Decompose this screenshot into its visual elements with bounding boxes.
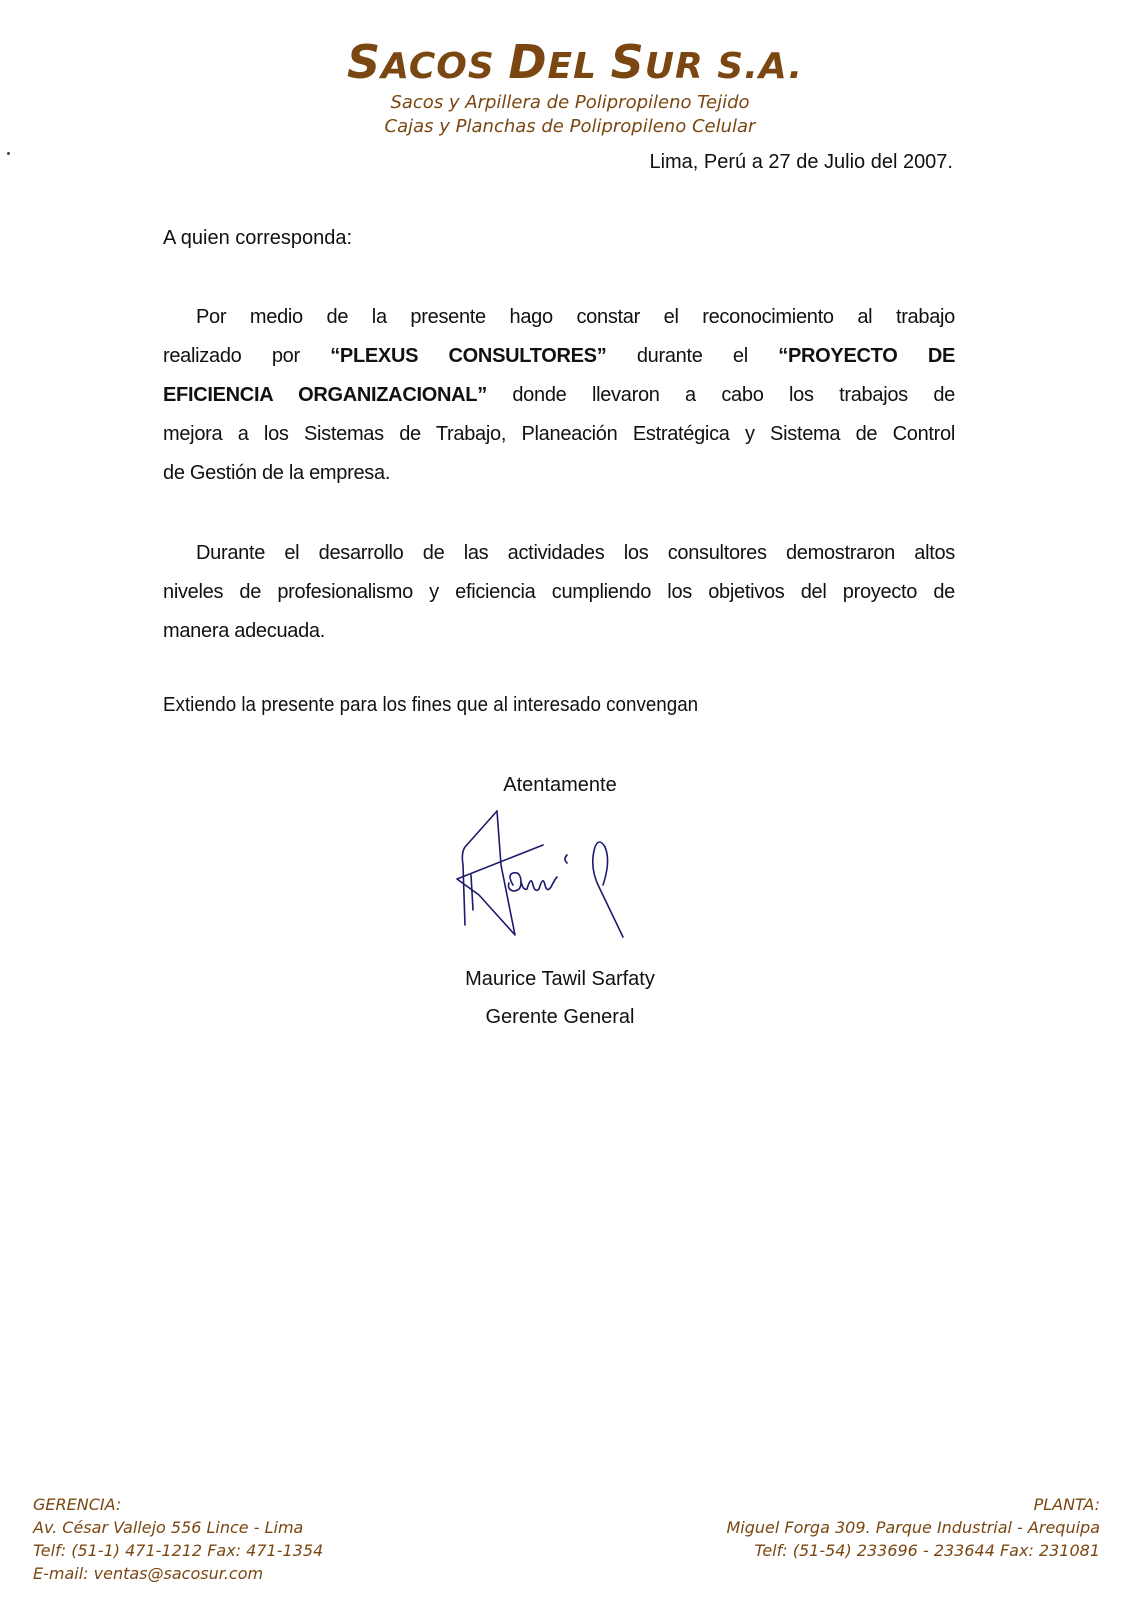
signature-image [455, 805, 655, 955]
footer-office-address: Av. César Vallejo 556 Lince - Lima [33, 1518, 304, 1537]
footer-plant-phone: Telf: (51-54) 233696 - 233644 Fax: 231081 [754, 1541, 1100, 1560]
company-name-part: D [508, 35, 548, 89]
closing-line: Extiendo la presente para los fines que al interesado convengan [163, 694, 699, 716]
footer-office-phone: Telf: (51-1) 471-1212 Fax: 471-1354 [33, 1541, 324, 1560]
bold-text: “PROYECTO DE [778, 345, 956, 367]
text: donde llevaron a cabo los trabajos de [486, 384, 955, 406]
text: Durante el desarrollo de las actividades los consultores demostraron altos [196, 542, 955, 564]
paragraph-line [163, 573, 955, 612]
salutation: A quien corresponda: [163, 227, 353, 249]
sign-off: Atentamente [503, 774, 617, 796]
paragraph-line [163, 298, 955, 337]
bold-text: “PLEXUS CONSULTORES” [330, 345, 607, 367]
company-name-part: S.A. [717, 46, 804, 87]
footer-plant-address: Miguel Forga 309. Parque Industrial - Arequipa [726, 1518, 1100, 1537]
signer-name: Maurice Tawil Sarfaty [465, 968, 655, 990]
text: Por medio de la presente hago constar el reconocimiento al trabajo [196, 306, 955, 328]
scan-speck [7, 152, 10, 155]
body-paragraph-1 [163, 298, 955, 493]
footer-office-email: E-mail: ventas@sacosur.com [33, 1564, 264, 1583]
footer-office-info [33, 1493, 323, 1585]
paragraph-line [163, 454, 955, 493]
paragraph-line [163, 376, 955, 415]
paragraph-line [163, 415, 955, 454]
paragraph-line [163, 534, 955, 573]
text: mejora a los Sistemas de Trabajo, Planeación Estratégica y Sistema de Control [163, 423, 955, 445]
company-name [270, 35, 880, 91]
letter-date: Lima, Perú a 27 de Julio del 2007. [649, 151, 953, 173]
company-name-part: ACOS [381, 46, 509, 87]
company-name-part: UR [644, 46, 718, 87]
footer-office-label: GERENCIA: [33, 1495, 122, 1514]
text: realizado por [163, 345, 331, 367]
text: niveles de profesionalismo y eficiencia cumpliendo los objetivos del proyecto de [163, 581, 955, 603]
footer-plant-info [726, 1493, 1100, 1562]
company-name-part: EL [547, 46, 611, 87]
company-tagline-2: Cajas y Planchas de Polipropileno Celular [384, 116, 756, 137]
body-paragraph-2 [163, 534, 955, 651]
company-tagline-1: Sacos y Arpillera de Polipropileno Tejido [390, 92, 750, 113]
paragraph-line [163, 337, 955, 376]
company-name-part: S [346, 35, 382, 89]
text: manera adecuada. [163, 620, 325, 642]
company-name-part: S [610, 35, 645, 89]
paragraph-line [163, 612, 955, 651]
text: de Gestión de la empresa. [163, 462, 391, 484]
bold-text: EFICIENCIA ORGANIZACIONAL” [163, 384, 487, 406]
signer-title: Gerente General [485, 1006, 635, 1028]
signature-strokes [457, 811, 623, 937]
footer-plant-label: PLANTA: [1033, 1495, 1100, 1514]
text: durante el [606, 345, 779, 367]
